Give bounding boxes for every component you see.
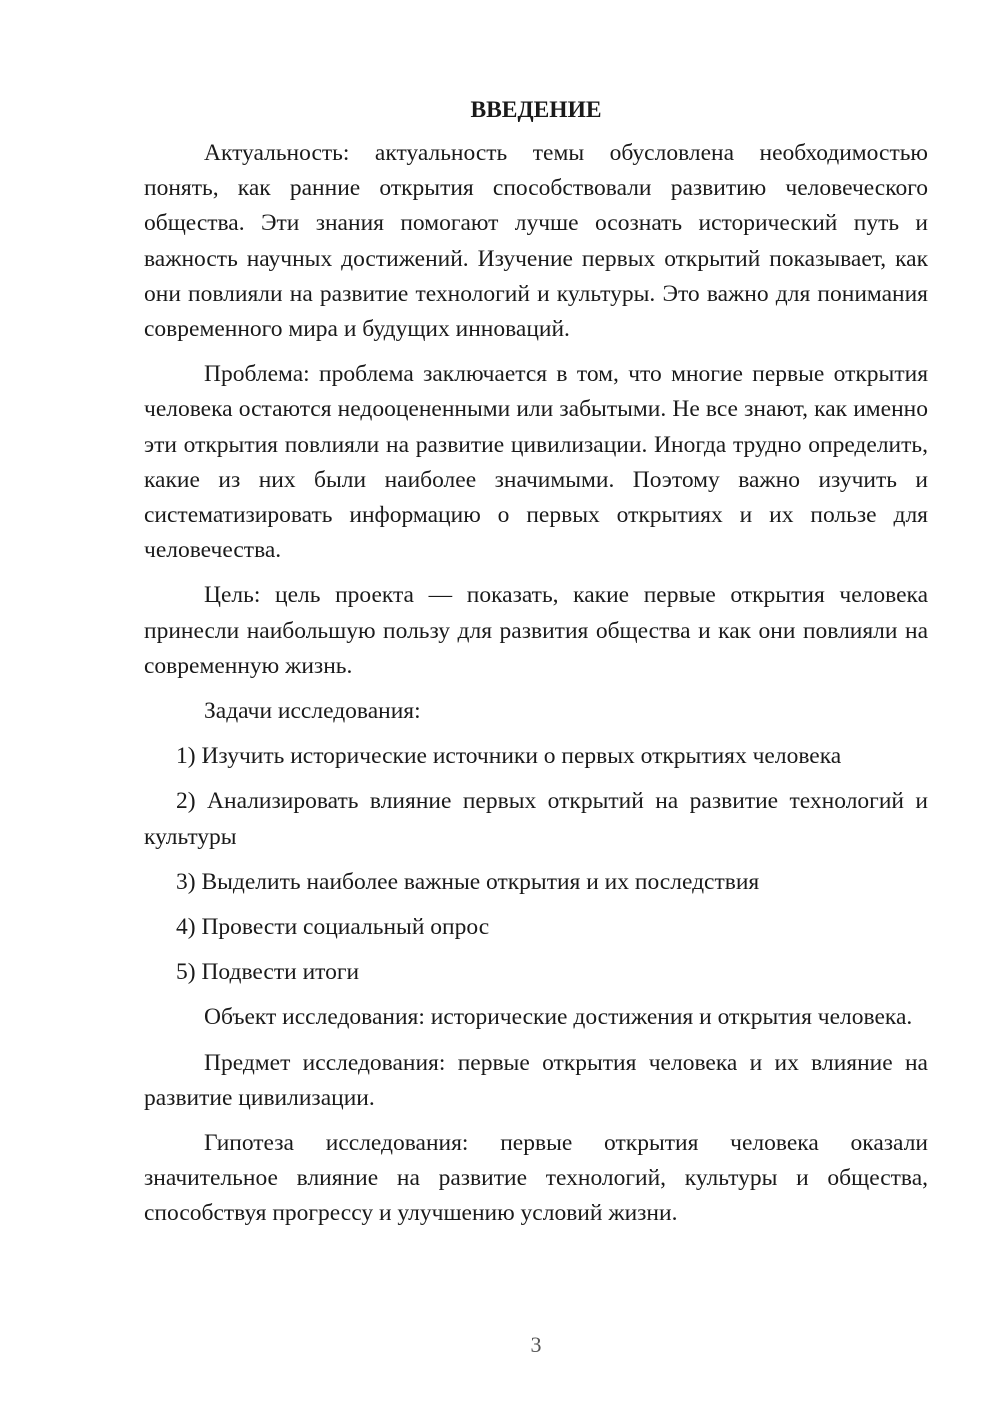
- tasks-list: [144, 739, 928, 990]
- paragraph-subject: Предмет исследования: первые открытия человека и их влияние на развитие цивилизации.: [144, 1049, 928, 1111]
- list-item: 5) Подвести итоги: [176, 959, 360, 986]
- tasks-heading: Задачи исследования:: [204, 698, 421, 725]
- list-item: 2) Анализировать влияние первых открытий на развитие технологий и культуры: [144, 788, 928, 850]
- list-item: 1) Изучить исторические источники о первых открытиях человека: [176, 743, 842, 770]
- paragraph-goal: Цель: цель проекта — показать, какие первые открытия человека принесли наибольшую пользу для развития общества и как они повлияли на современную жизнь.: [144, 582, 928, 679]
- section-heading: ВВЕДЕНИЕ: [470, 97, 602, 123]
- paragraph-relevance: Актуальность: актуальность темы обусловлена необходимостью понять, как ранние открытия способствовали развитию человеческого общества. Эти знания помогают лучше осознать исторический путь и важность научных достижений. Изучение первых открытий показывает, как они повлияли на развитие технологий и культуры. Это важно для понимания современного мира и будущих инноваций.: [144, 140, 928, 343]
- page-number: 3: [530, 1332, 542, 1357]
- paragraph-object: Объект исследования: исторические достижения и открытия человека.: [204, 1004, 913, 1031]
- paragraph-problem: Проблема: проблема заключается в том, что многие первые открытия человека остаются недооцененными или забытыми. Не все знают, как именно эти открытия повлияли на развитие цивилизации. Иногда трудно определить, какие из них были наиболее значимыми. Поэтому важно изучить и систематизировать информацию о первых открытиях и их пользе для человечества.: [144, 361, 928, 564]
- paragraph-hypothesis: Гипотеза исследования: первые открытия человека оказали значительное влияние на развитие технологий, культуры и общества, способствуя прогрессу и улучшению условий жизни.: [144, 1130, 928, 1227]
- page-content: [144, 94, 928, 1242]
- list-item: 3) Выделить наиболее важные открытия и их последствия: [176, 868, 760, 895]
- list-item: 4) Провести социальный опрос: [176, 914, 490, 941]
